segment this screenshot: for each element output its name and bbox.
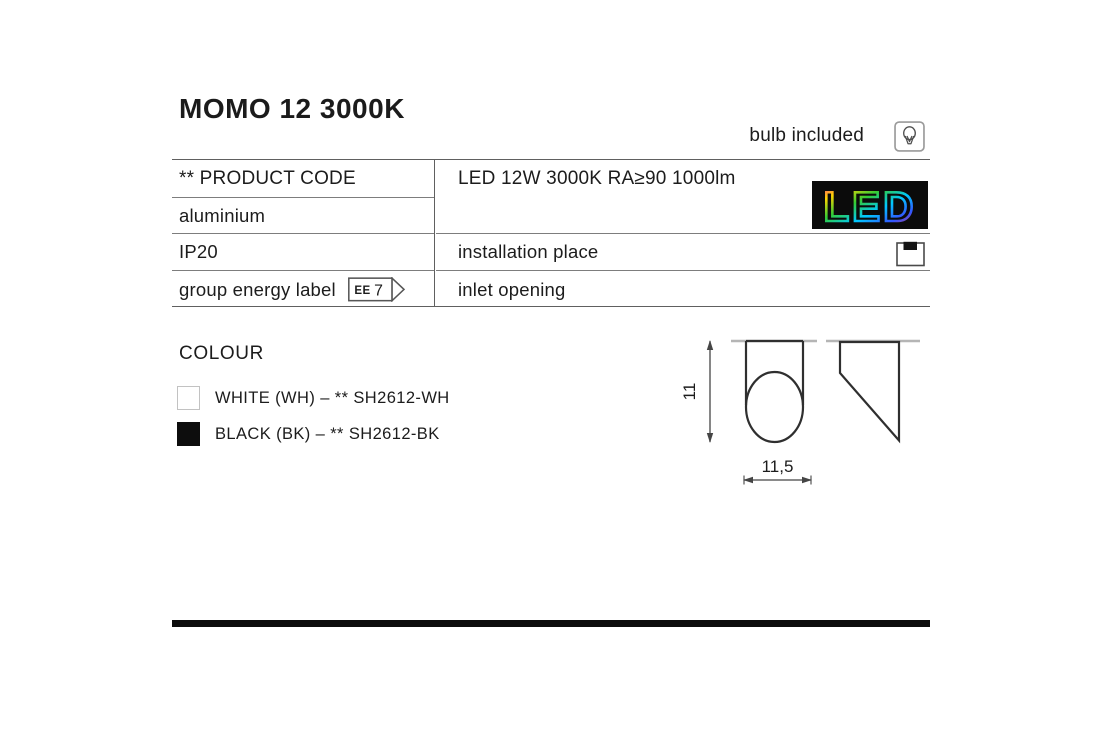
spec-cell-ip-rating (172, 234, 434, 271)
page-title: MOMO 12 3000K (179, 93, 405, 124)
black-option-label: BLACK (BK) – ** SH2612-BK (215, 424, 440, 443)
lightbulb-icon (894, 121, 925, 152)
bulb-included-row (749, 120, 925, 152)
energy-badge-value: 7 (373, 282, 383, 300)
bulb-included-label: bulb included (749, 125, 864, 146)
spec-cell-material (172, 198, 434, 234)
front-view-shape (746, 341, 803, 442)
material-label: aluminium (179, 204, 266, 226)
side-view-shape (840, 342, 899, 441)
spec-cell-led (436, 160, 930, 234)
black-swatch (177, 422, 200, 446)
white-option-label: WHITE (WH) – ** SH2612-WH (215, 388, 450, 407)
ceiling-mount-icon (895, 240, 926, 267)
footer-bar (172, 620, 930, 627)
width-dimension (743, 476, 812, 485)
spec-cell-installation (436, 234, 930, 271)
inlet-label: inlet opening (458, 278, 566, 300)
energy-badge-prefix: EE (354, 284, 371, 297)
height-dimension (707, 340, 713, 443)
spec-cell-product-code (172, 160, 434, 198)
product-code-label: ** PRODUCT CODE (179, 167, 356, 189)
spec-cell-energy-label (172, 271, 434, 308)
led-logo (812, 181, 928, 229)
spec-table (172, 159, 930, 307)
led-logo-text: LED (823, 183, 917, 229)
installation-label: installation place (458, 241, 599, 262)
colour-heading: COLOUR (179, 343, 264, 364)
white-swatch (177, 386, 200, 410)
energy-label-text: group energy label (179, 278, 336, 300)
dimension-drawing (680, 325, 930, 495)
height-dimension-label: 11 (680, 382, 699, 401)
energy-class-badge (347, 277, 406, 302)
width-dimension-label: 11,5 (761, 457, 794, 476)
colour-option-white (177, 385, 450, 411)
led-specs-text: LED 12W 3000K RA≥90 1000lm (458, 168, 736, 189)
spec-cell-inlet (436, 271, 930, 308)
colour-option-black (177, 421, 440, 447)
ip-rating-label: IP20 (179, 241, 218, 262)
